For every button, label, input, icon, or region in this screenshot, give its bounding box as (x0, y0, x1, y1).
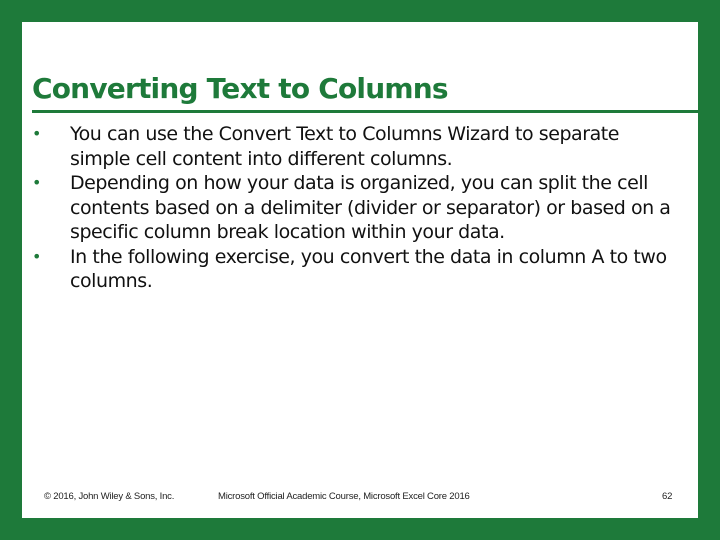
footer-page-number: 62 (662, 491, 673, 502)
title-divider (32, 110, 698, 113)
bullet-marker: • (32, 246, 41, 266)
footer-course-title: Microsoft Official Academic Course, Microsoft Excel Core 2016 (218, 491, 470, 502)
bullet-text: You can use the Convert Text to Columns Wizard to separate simple cell content into different columns. (70, 123, 620, 170)
bullet-text: Depending on how your data is organized, you can split the cell contents based on a delimiter (divider or separator) or based on a specific column break location within your data. (70, 172, 671, 243)
bullet-list (32, 122, 682, 294)
bullet-marker: • (32, 124, 41, 143)
slide-title: Converting Text to Columns (32, 72, 448, 105)
bullet-text: In the following exercise, you convert the data in column A to two columns. (70, 245, 667, 292)
bullet-item (32, 122, 682, 171)
footer-copyright: © 2016, John Wiley & Sons, Inc. (44, 491, 175, 502)
bullet-item (32, 245, 682, 294)
slide-content-area (22, 22, 698, 518)
bullet-item (32, 171, 682, 245)
bullet-marker: • (32, 173, 41, 192)
